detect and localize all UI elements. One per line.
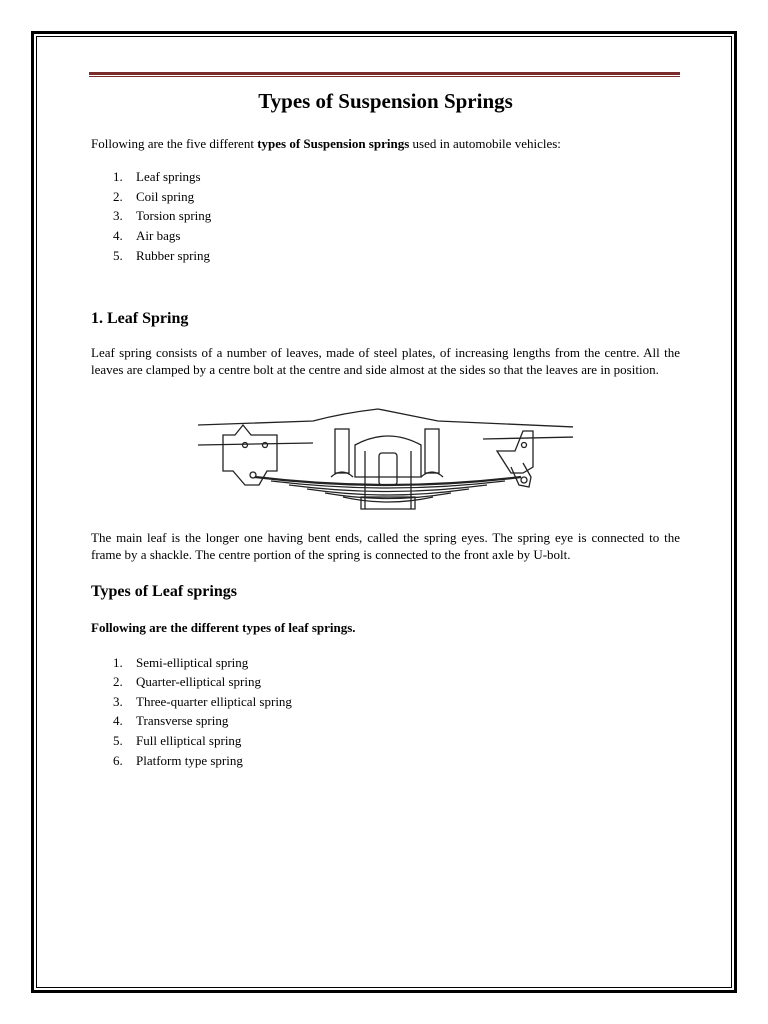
left-shock-absorber [335, 429, 349, 473]
right-hanger-bracket [497, 431, 533, 473]
intro-text-before: Following are the five different [91, 136, 258, 152]
list-label: Quarter-elliptical spring [136, 674, 261, 690]
axle-center [379, 453, 397, 485]
list-label: Transverse spring [136, 713, 229, 729]
list-number: 6. [113, 752, 123, 768]
list-label: Three-quarter elliptical spring [136, 693, 292, 709]
list-number: 1. [113, 654, 123, 670]
frame-top-line [198, 409, 573, 427]
list-item [91, 187, 680, 207]
list-number: 3. [113, 208, 123, 224]
list-number: 4. [113, 713, 123, 729]
leaf-spring-description: Leaf spring consists of a number of leaves, made of steel plates, of increasing lengths from the centre. All the leaves are clamped by a centre bolt at the centre and side almost at the sides so that the leaves are in position. [91, 345, 680, 378]
list-item [91, 731, 680, 751]
leaf-spring-heading: 1. Leaf Spring [91, 310, 189, 328]
list-label: Semi-elliptical spring [136, 654, 249, 670]
list-label: Air bags [136, 228, 181, 244]
types-of-leaf-springs-heading: Types of Leaf springs [91, 583, 237, 601]
leaf-types-lead: Following are the different types of leaf springs. [91, 619, 356, 635]
list-item [91, 246, 680, 266]
list-item [91, 226, 680, 246]
list-label: Rubber spring [136, 247, 211, 263]
list-label: Torsion spring [136, 208, 212, 224]
list-label: Platform type spring [136, 752, 243, 768]
list-number: 2. [113, 674, 123, 690]
document-title: Types of Suspension Springs [258, 89, 513, 113]
shackle [511, 463, 531, 487]
frame-lower-line-right [483, 437, 573, 439]
header-rule-thin [89, 76, 680, 77]
list-item [91, 167, 680, 187]
right-shock-absorber [425, 429, 439, 473]
list-item [91, 672, 680, 692]
frame-lower-line-left [198, 443, 313, 445]
list-number: 4. [113, 228, 123, 244]
leaf-types-list [91, 653, 680, 771]
intro-text-after: used in automobile vehicles: [409, 136, 561, 152]
list-number: 5. [113, 247, 123, 263]
main-leaf-paragraph: The main leaf is the longer one having bent ends, called the spring eyes. The spring eye is connected to the frame by a shackle. The centre portion of the spring is connected to the front axle by U-bolt. [91, 530, 680, 563]
list-item [91, 692, 680, 712]
list-label: Coil spring [136, 188, 195, 204]
list-number: 1. [113, 169, 123, 185]
list-number: 2. [113, 188, 123, 204]
document-body [91, 88, 680, 770]
list-label: Leaf springs [136, 169, 201, 185]
list-item [91, 751, 680, 771]
list-number: 5. [113, 733, 123, 749]
spring-types-list [91, 167, 680, 265]
leaf-spring-figure [193, 397, 573, 517]
intro-paragraph [91, 135, 680, 152]
header-rule-thick [89, 72, 680, 75]
list-label: Full elliptical spring [136, 733, 242, 749]
leaf-spring-drawing [193, 397, 573, 517]
list-item [91, 653, 680, 673]
list-item [91, 206, 680, 226]
intro-text-bold: types of Suspension springs [257, 136, 410, 152]
list-number: 3. [113, 693, 123, 709]
list-item [91, 711, 680, 731]
